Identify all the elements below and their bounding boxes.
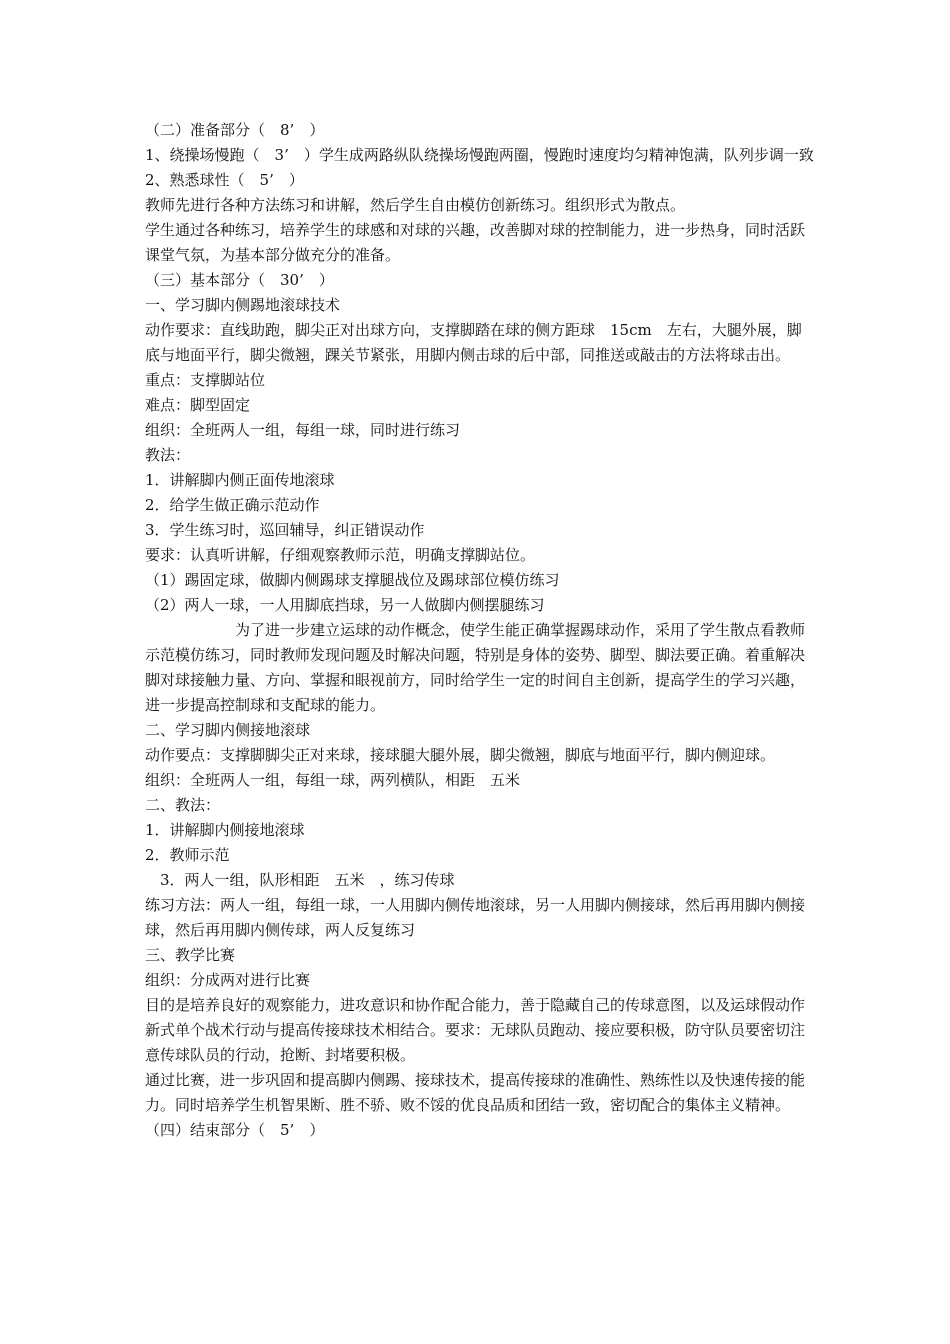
- text-line: （1）踢固定球，做脚内侧踢球支撑腿战位及踢球部位模仿练习: [145, 571, 560, 589]
- text-line: 2．给学生做正确示范动作: [145, 496, 320, 514]
- document-body: [145, 118, 815, 1143]
- text-line: 练习方法：两人一组，每组一球，一人用脚内侧传地滚球，另一人用脚内侧接球，然后再用脚内侧接球，然后再用脚内侧传球，两人反复练习: [145, 896, 806, 939]
- text-line: 2．教师示范: [145, 846, 230, 864]
- text-line: 1．讲解脚内侧接地滚球: [145, 821, 305, 839]
- text-line: 教师先进行各种方法练习和讲解，然后学生自由模仿创新练习。组织形式为散点。: [145, 196, 686, 214]
- text-line: 通过比赛，进一步巩固和提高脚内侧踢、接球技术，提高传接球的准确性、熟练性以及快速传接的能力。同时培养学生机智果断、胜不骄、败不馁的优良品质和团结一致，密切配合的集体主义精神。: [145, 1071, 806, 1114]
- text-line: 动作要求：直线助跑，脚尖正对出球方向，支撑脚踏在球的侧方距球 15cm 左右，大腿外展，脚底与地面平行，脚尖微翘，踝关节紧张，用脚内侧击球的后中部，同推送或敲击的方法将球击出。: [145, 321, 802, 364]
- text-block-1: [145, 118, 815, 618]
- text-line: 二、学习脚内侧接地滚球: [145, 721, 311, 739]
- text-line: 1、绕操场慢跑（ 3’ ）学生成两路纵队绕操场慢跑两圈，慢跑时速度均匀精神饱满，队列步调一致: [145, 146, 814, 164]
- text-line: 三、教学比赛: [145, 946, 236, 964]
- text-line: 教法：: [145, 446, 191, 464]
- text-line: 动作要点：支撑脚脚尖正对来球，接球腿大腿外展，脚尖微翘，脚底与地面平行，脚内侧迎球。: [145, 746, 776, 764]
- text-line: 3．学生练习时，巡回辅导，纠正错误动作: [145, 521, 425, 539]
- text-line: （四）结束部分（ 5’ ）: [145, 1121, 325, 1139]
- text-line: 一、学习脚内侧踢地滚球技术: [145, 296, 341, 314]
- text-line: 2、熟悉球性（ 5’ ）: [145, 171, 304, 189]
- text-line: 目的是培养良好的观察能力，进攻意识和协作配合能力，善于隐藏自己的传球意图，以及运球假动作新式单个战术行动与提高传接球技术相结合。要求：无球队员跑动、接应要积极，防守队员要密切注意传球队员的行动，抢断、封堵要积极。: [145, 996, 806, 1064]
- text-line: 难点：脚型固定: [145, 396, 251, 414]
- text-line: 要求：认真听讲解，仔细观察教师示范，明确支撑脚站位。: [145, 546, 536, 564]
- text-line: 1．讲解脚内侧正面传地滚球: [145, 471, 335, 489]
- text-line: 重点：支撑脚站位: [145, 371, 266, 389]
- text-line: 组织：全班两人一组，每组一球，两列横队，相距 五米: [145, 771, 521, 789]
- text-line: 学生通过各种练习，培养学生的球感和对球的兴趣，改善脚对球的控制能力，进一步热身，同时活跃课堂气氛，为基本部分做充分的准备。: [145, 221, 806, 264]
- text-line: 二、教法：: [145, 796, 221, 814]
- text-line: 组织：全班两人一组，每组一球，同时进行练习: [145, 421, 461, 439]
- text-line: （2）两人一球，一人用脚底挡球，另一人做脚内侧摆腿练习: [145, 596, 545, 614]
- text-line: （三）基本部分（ 30’ ）: [145, 271, 334, 289]
- text-block-2: [145, 718, 815, 1143]
- text-line: （二）准备部分（ 8’ ）: [145, 121, 325, 139]
- paragraph-teaching-notes: 为了进一步建立运球的动作概念，使学生能正确掌握踢球动作，采用了学生散点看教师示范模仿练习，同时教师发现问题及时解决问题，特别是身体的姿势、脚型、脚法要正确。着重解决脚对球接触力量、方向、掌握和眼视前方，同时给学生一定的时间自主创新，提高学生的学习兴趣，进一步提高控制球和支配球的能力。: [145, 621, 806, 714]
- text-line: 组织：分成两对进行比赛: [145, 971, 311, 989]
- text-line: 3．两人一组，队形相距 五米 ，练习传球: [145, 871, 455, 889]
